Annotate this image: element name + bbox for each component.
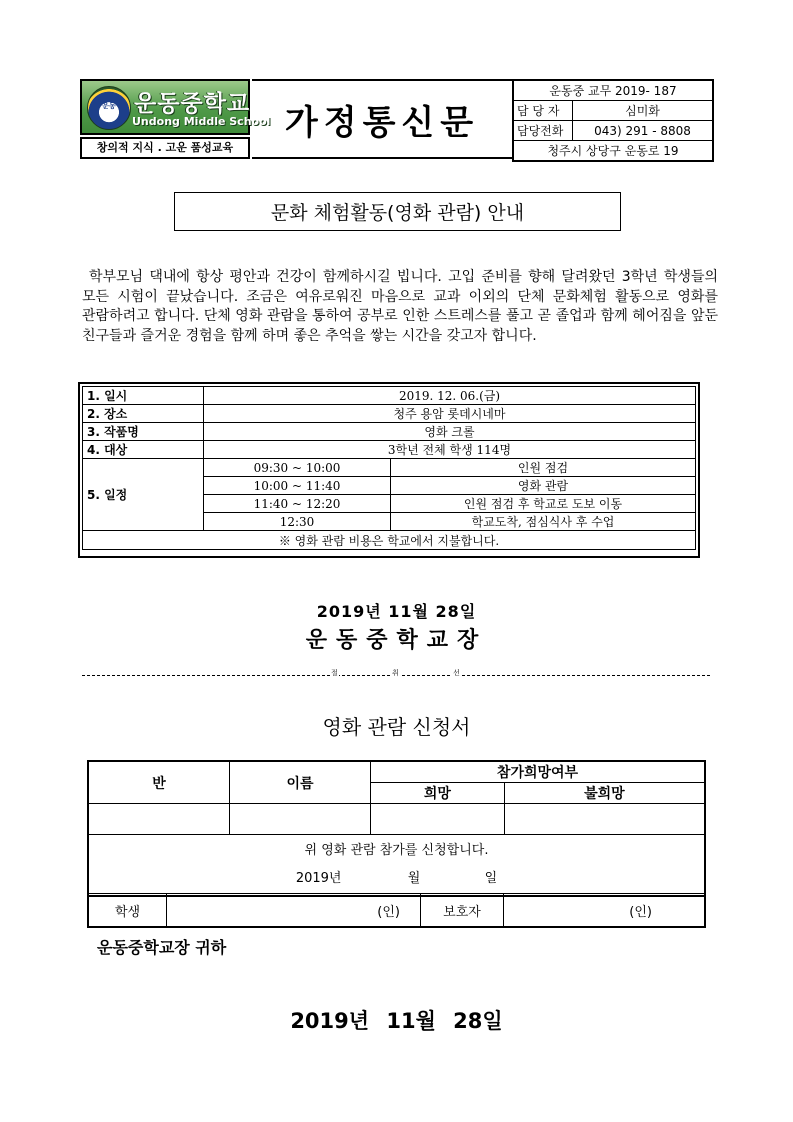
cut-line-word: 취 (392, 669, 399, 677)
film-label: 3. 작품명 (83, 423, 204, 441)
place-label: 2. 장소 (83, 405, 204, 423)
emblem-text: 운동 (102, 102, 116, 110)
student-seal: (인) (377, 904, 400, 920)
school-motto: 창의적 지식 . 고운 품성교육 (80, 137, 250, 159)
date-day: 일 (484, 871, 498, 886)
film-value: 영화 크롤 (204, 423, 696, 441)
student-signature-field[interactable] (167, 894, 421, 928)
place-value: 청주 용암 롯데시네마 (204, 405, 696, 423)
schedule-activity: 학교도착, 점심식사 후 수업 (391, 513, 696, 531)
principal-signature: 운동중학교장 (305, 628, 488, 653)
table-row (83, 441, 696, 459)
guardian-label: 보호자 (421, 894, 504, 928)
schedule-activity: 인원 점검 후 학교로 도보 이동 (391, 495, 696, 513)
table-row (83, 387, 696, 405)
person-value: 심미화 (573, 101, 714, 121)
logo-school-name: 운동중학교 (134, 91, 251, 117)
form-title: 영화 관람 신청서 (322, 715, 471, 739)
schedule-time: 12:30 (204, 513, 391, 531)
school-logo (80, 79, 271, 135)
document-title: 가정통신문 (284, 102, 480, 143)
notice-date: 2019년 11월 28일 (316, 602, 477, 621)
statement-cell (88, 835, 705, 897)
cost-note: ※ 영화 관람 비용은 학교에서 지불합니다. (83, 531, 696, 550)
schedule-time: 11:40 ~ 12:20 (204, 495, 391, 513)
yes-input[interactable] (371, 804, 505, 835)
application-date (89, 865, 704, 893)
phone-value: 043) 291 - 8808 (573, 121, 714, 141)
table-row (83, 459, 696, 477)
signature-row-table (87, 893, 706, 928)
details-table (82, 386, 696, 550)
form-final-date: 2019년 11월 28일 (290, 1009, 503, 1033)
date-month: 월 (407, 871, 421, 886)
yes-header: 희망 (371, 783, 505, 804)
school-address: 청주시 상당구 운동로 19 (513, 141, 713, 162)
schedule-activity: 영화 관람 (391, 477, 696, 495)
date-year: 2019년 (295, 871, 342, 886)
class-header: 반 (88, 761, 230, 804)
schedule-activity: 인원 점검 (391, 459, 696, 477)
logo-english-name: Undong Middle School (132, 115, 271, 128)
schedule-time: 09:30 ~ 10:00 (204, 459, 391, 477)
person-label: 담 당 자 (513, 101, 573, 121)
schedule-time: 10:00 ~ 11:40 (204, 477, 391, 495)
application-statement: 위 영화 관람 참가를 신청합니다. (304, 843, 489, 858)
guardian-seal: (인) (629, 904, 652, 920)
name-input[interactable] (230, 804, 371, 835)
class-input[interactable] (88, 804, 230, 835)
table-row (83, 405, 696, 423)
target-label: 4. 대상 (83, 441, 204, 459)
phone-label: 담당전화 (513, 121, 573, 141)
application-form-table (87, 760, 706, 897)
participation-header: 참가희망여부 (371, 761, 706, 783)
name-header: 이름 (230, 761, 371, 804)
cut-line (82, 668, 710, 682)
document-number: 운동중 교무 2019- 187 (513, 80, 713, 101)
document-info-table (512, 79, 714, 162)
form-addressee: 운동중학교장 귀하 (97, 938, 227, 957)
date-label: 1. 일시 (83, 387, 204, 405)
table-row (83, 531, 696, 550)
no-input[interactable] (504, 804, 705, 835)
schedule-label: 5. 일정 (83, 459, 204, 531)
notice-title: 문화 체험활동(영화 관람) 안내 (174, 192, 621, 231)
date-value: 2019. 12. 06.(금) (204, 387, 696, 405)
no-header: 불희망 (504, 783, 705, 804)
intro-paragraph: 학부모님 댁내에 항상 평안과 건강이 함께하시길 빕니다. 고입 준비를 향해 달려왔던 3학년 학생들의 모든 시험이 끝났습니다. 조금은 여유로워진 마음으로 교과 이외의 단체 문화체험 활동으로 영화를 관람하려고 합니다. 단체 영화 관람을 통하여 공부로 인한 스트레스를 풀고 곧 졸업과 함께 헤어짐을 앞둔 친구들과 즐거운 경험을 함께 하며 좋은 추억을 쌓는 시간을 갖고자 합니다. (82, 269, 718, 344)
table-row (83, 423, 696, 441)
details-table-frame (78, 382, 700, 558)
student-label: 학생 (88, 894, 167, 928)
cut-line-word: 선 (453, 669, 460, 677)
cut-line-word: 절 (331, 669, 338, 677)
guardian-signature-field[interactable] (504, 894, 706, 928)
school-emblem-icon (87, 86, 131, 130)
target-value: 3학년 전체 학생 114명 (204, 441, 696, 459)
document-title-box (252, 79, 512, 159)
